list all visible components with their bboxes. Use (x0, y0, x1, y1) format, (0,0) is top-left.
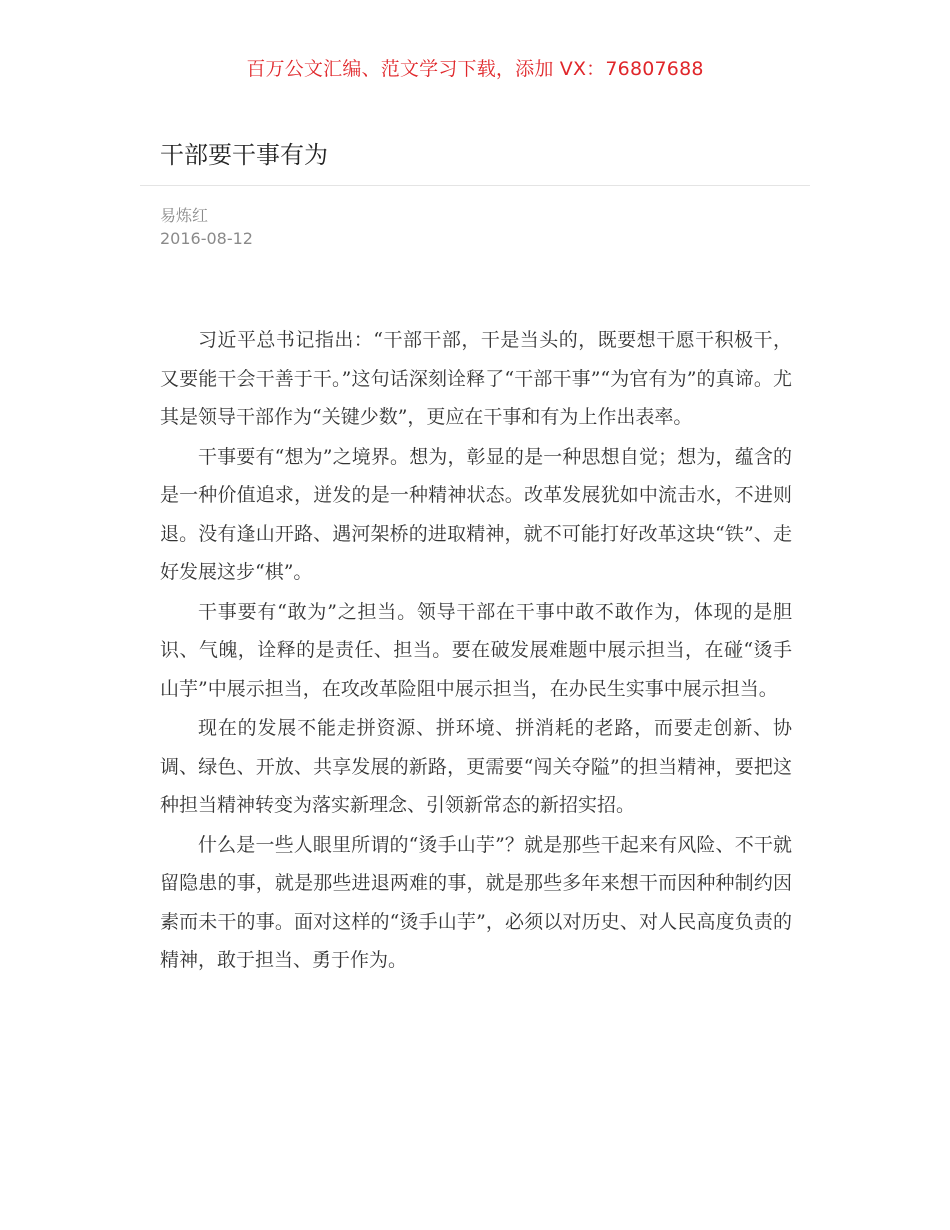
article-paragraph: 干事要有“想为”之境界。想为，彰显的是一种思想自觉；想为，蕴含的是一种价值追求，迸发的是一种精神状态。改革发展犹如中流击水，不进则退。没有逢山开路、遇河架桥的进取精神，就不可能打好改革这块“铁”、走好发展这步“棋”。 (160, 445, 792, 583)
article-paragraph: 什么是一些人眼里所谓的“烫手山芋”？就是那些干起来有风险、不干就留隐患的事，就是那些进退两难的事，就是那些多年来想干而因种种制约因素而未干的事。面对这样的“烫手山芋”，必须以对历史、对人民高度负责的精神，敢于担当、勇于作为。 (160, 833, 792, 971)
promo-banner: 百万公文汇编、范文学习下载，添加 VX：76807688 (246, 58, 704, 80)
article-title: 干部要干事有为 (160, 141, 328, 169)
article-paragraph: 习近平总书记指出：“干部干部，干是当头的，既要想干愿干积极干，又要能干会干善于干。”这句话深刻诠释了“干部干事”“为官有为”的真谛。尤其是领导干部作为“关键少数”，更应在干事和有为上作出表率。 (160, 329, 792, 428)
article-paragraph: 干事要有“敢为”之担当。领导干部在干事中敢不敢作为，体现的是胆识、气魄，诠释的是责任、担当。要在破发展难题中展示担当，在碰“烫手山芋”中展示担当，在攻改革险阻中展示担当，在办民生实事中展示担当。 (160, 600, 792, 700)
article-date: 2016-08-12 (160, 229, 253, 248)
title-divider (140, 185, 810, 186)
article-body (160, 321, 792, 981)
article-author: 易炼红 (160, 206, 209, 225)
article-meta (160, 204, 253, 250)
article-paragraph: 现在的发展不能走拼资源、拼环境、拼消耗的老路，而要走创新、协调、绿色、开放、共享发展的新路，更需要“闯关夺隘”的担当精神，要把这种担当精神转变为落实新理念、引领新常态的新招实招。 (160, 717, 792, 816)
